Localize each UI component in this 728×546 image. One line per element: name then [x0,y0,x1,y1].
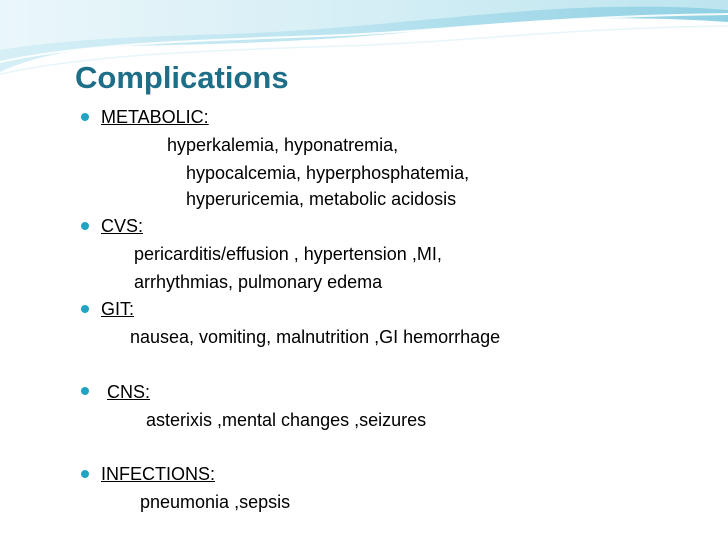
slide-title: Complications [75,60,289,95]
section-line: asterixis ,mental changes ,seizures [146,410,427,430]
section-heading-git: GIT: [101,299,135,319]
bullet-icon [81,470,89,478]
section-line: hyperuricemia, metabolic acidosis [186,189,457,209]
section-heading-infections: INFECTIONS: [101,464,216,484]
section-line: pericarditis/effusion , hypertension ,MI, [134,244,442,264]
bullet-icon [81,387,89,395]
section-line: pneumonia ,sepsis [140,492,291,512]
section-heading-metabolic: METABOLIC: [101,107,209,127]
section-line: hyperkalemia, hyponatremia, [167,135,399,155]
section-line: arrhythmias, pulmonary edema [134,272,383,292]
section-heading-cns: CNS: [107,382,151,402]
section-line: nausea, vomiting, malnutrition ,GI hemorrhage [130,327,501,347]
bullet-icon [81,222,89,230]
section-line: hypocalcemia, hyperphosphatemia, [186,163,470,183]
bullet-icon [81,113,89,121]
bullet-icon [81,305,89,313]
section-heading-cvs: CVS: [101,216,144,236]
